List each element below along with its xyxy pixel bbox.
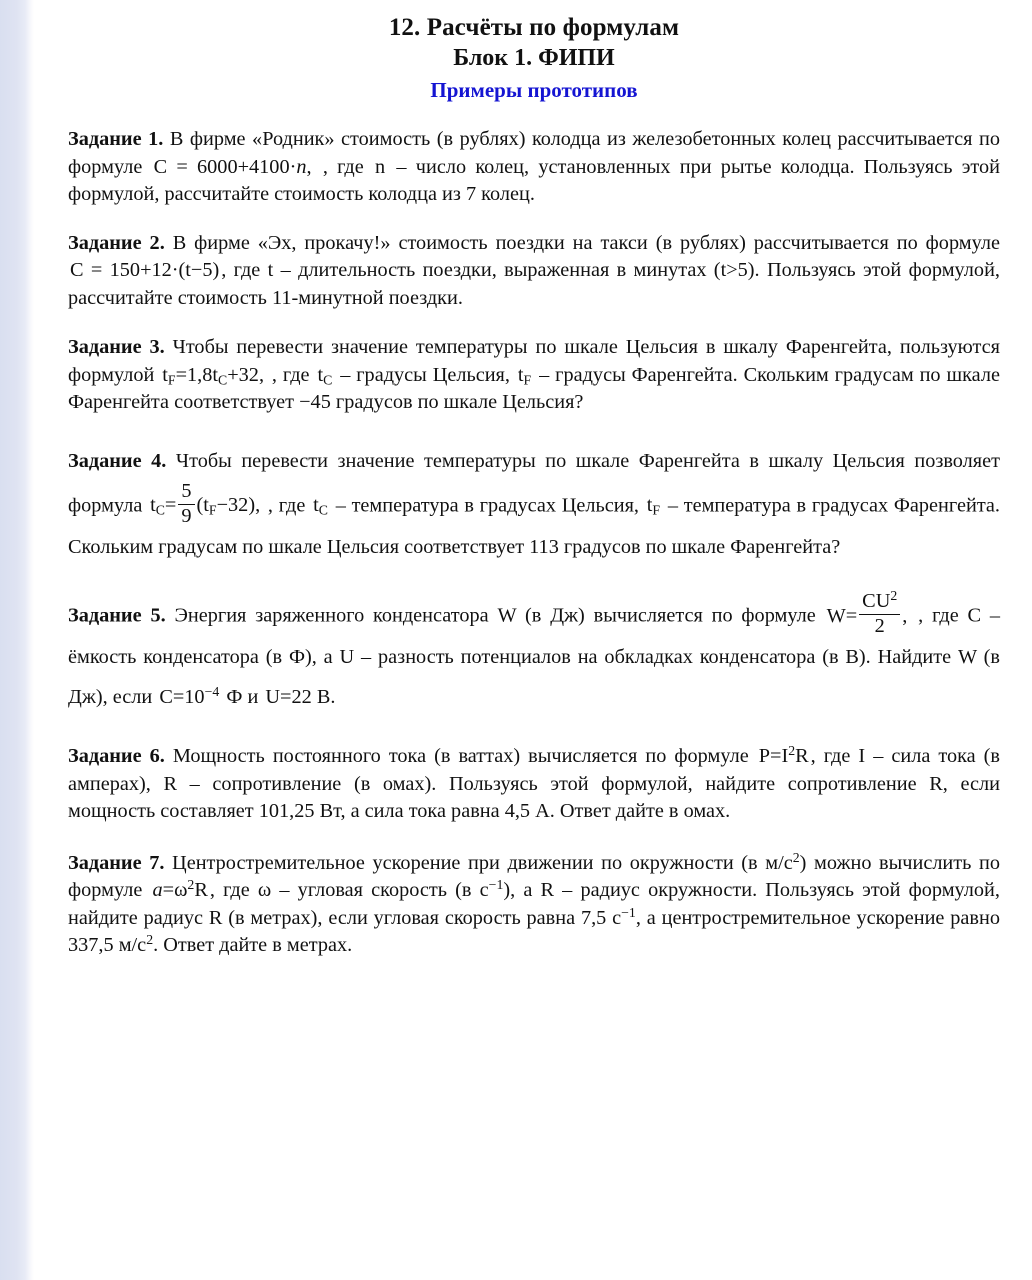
formula-7: $a=\omega^2R$ <box>152 877 208 902</box>
task-text-7b: ) можно вычислить по формуле <box>68 851 1000 902</box>
task-text-1c: – число колец, установленных при рытье колодца. Пользуясь этой формулой, рассчитайте стоимость колодца из 7 колец. <box>68 155 1001 206</box>
sup-inverse-1: −1 <box>488 877 504 893</box>
task-text-6b: , где I – сила тока (в амперах), R – сопротивление (в омах). Пользуясь этой формулой, найдите сопротивление R, если мощность составляет 101,25 Вт, а сила тока равна 4,5 А. Ответ дайте в омах. <box>68 745 1001 823</box>
formula-3: $t_F=1,8t_C+32$, <box>162 363 265 387</box>
task-item-2 <box>68 230 1000 313</box>
variable-tc-1: $t_C$ <box>317 363 333 387</box>
task-text-2a: В фирме «Эх, прокачу!» стоимость поездки на такси (в рублях) рассчитывается по формуле <box>172 231 1000 254</box>
fraction-numerator: $CU^2$ <box>859 591 900 615</box>
formula-6: $P=I^2R$ <box>758 743 809 768</box>
formula-4: $t_C=$ $\frac{5}{9}$ $(t_F-32)$, <box>150 480 261 527</box>
document-header <box>68 14 1000 102</box>
task-text-2b: , где t – длительность поездки, выраженная в минутах (t>5). Пользуясь этой формулой, рассчитайте стоимость 11-минутной поездки. <box>68 259 1000 309</box>
task-text-6a: Мощность постоянного тока (в ваттах) вычисляется по формуле <box>172 745 749 768</box>
variable-tc-2: $t_C$ <box>313 494 328 518</box>
sup-squared-1: 2 <box>792 849 800 865</box>
task-text-7f: . Ответ дайте в метрах. <box>153 934 353 957</box>
task-item-6 <box>68 743 1000 826</box>
task-text-5c: и <box>247 685 259 708</box>
page-subtitle: Блок 1. ФИПИ <box>453 45 615 71</box>
task-item-5 <box>68 588 1000 717</box>
task-label-6: Задание 6. <box>68 745 165 768</box>
task-text-7a: Центростремительное ускорение при движении по окружности (в м/с <box>172 851 793 874</box>
task-text-3b: , где <box>271 363 310 386</box>
page-gutter <box>0 0 34 1280</box>
formula-2: C = 150+12·(t−5) <box>70 259 220 282</box>
unit-farad: Ф <box>226 685 243 708</box>
task-text-1b: , где <box>322 155 364 178</box>
task-label-3: Задание 3. <box>68 336 165 359</box>
task-label-7: Задание 7. <box>68 851 165 874</box>
task-item-4 <box>68 442 1000 568</box>
task-item-7 <box>68 850 1000 960</box>
sup-squared-2: 2 <box>146 932 154 948</box>
task-text-5a: Энергия заряженного конденсатора W (в Дж) вычисляется по формуле <box>174 604 816 627</box>
document-page <box>34 0 1032 1280</box>
fraction-5-over-9: $\frac{5}{9}$ <box>178 481 194 528</box>
variable-tf-1: $t_F$ <box>517 363 532 387</box>
task-label-2: Задание 2. <box>68 231 165 254</box>
task-text-4b: , где <box>267 494 306 517</box>
sup-inverse-2: −1 <box>621 904 636 920</box>
variable-n: n <box>375 155 386 178</box>
task-label-1: Задание 1. <box>68 128 164 151</box>
formula-1: C = 6000+4100·n, <box>153 155 312 178</box>
task-text-3a: Чтобы перевести значение температуры по шкале Цельсия в шкалу Фаренгейта, пользуются формулой <box>68 336 1000 386</box>
task-text-7e: , а центростремительное ускорение равно 337,5 м/с <box>68 906 1000 957</box>
task-text-3c: – градусы Цельсия, <box>340 363 510 386</box>
variable-tf-2: $t_F$ <box>646 494 661 518</box>
task-item-3 <box>68 334 1000 417</box>
page-title: 12. Расчёты по формулам <box>388 14 680 41</box>
given-voltage: U=22 В. <box>265 685 336 708</box>
task-item-1 <box>68 126 1000 209</box>
task-text-4c: – температура в градусах Цельсия, <box>335 494 640 517</box>
task-text-7d: ), а R – радиус окружности. Пользуясь этой формулой, найдите радиус R (в метрах), если угловая скорость равна 7,5 с <box>68 879 1000 929</box>
task-text-4d: – температура в градусах Фаренгейта. Скольким градусам по шкале Цельсия соответствует 113 градусов по шкале Фаренгейта? <box>68 494 1000 558</box>
fraction-cu2-over-2: $\frac{CU^2}{2}$ <box>859 591 900 638</box>
page-subtitle-accent: Примеры прототипов <box>430 77 638 102</box>
task-text-7c: , где ω – угловая скорость (в с <box>209 879 489 902</box>
task-text-5b: , где C – ёмкость конденсатора (в Ф), а U – разность потенциалов на обкладках конденсатора (в В). Найдите W (в Дж), если <box>68 604 1000 708</box>
task-text-3d: – градусы Фаренгейта. Скольким градусам по шкале Фаренгейта соответствует −45 градусов по шкале Цельсия? <box>68 363 1000 414</box>
task-text-4a: Чтобы перевести значение температуры по шкале Фаренгейта в шкалу Цельсия позволяет формула <box>68 449 1000 517</box>
task-label-4: Задание 4. <box>68 449 167 472</box>
task-text-1a: В фирме «Родник» стоимость (в рублях) колодца из железобетонных колец рассчитывается по формуле <box>68 128 1001 178</box>
given-capacitance: $C=10^{-4}$ <box>159 683 220 708</box>
task-label-5: Задание 5. <box>68 604 166 627</box>
formula-5: W= $\frac{CU^2}{2}$ , <box>826 588 908 638</box>
